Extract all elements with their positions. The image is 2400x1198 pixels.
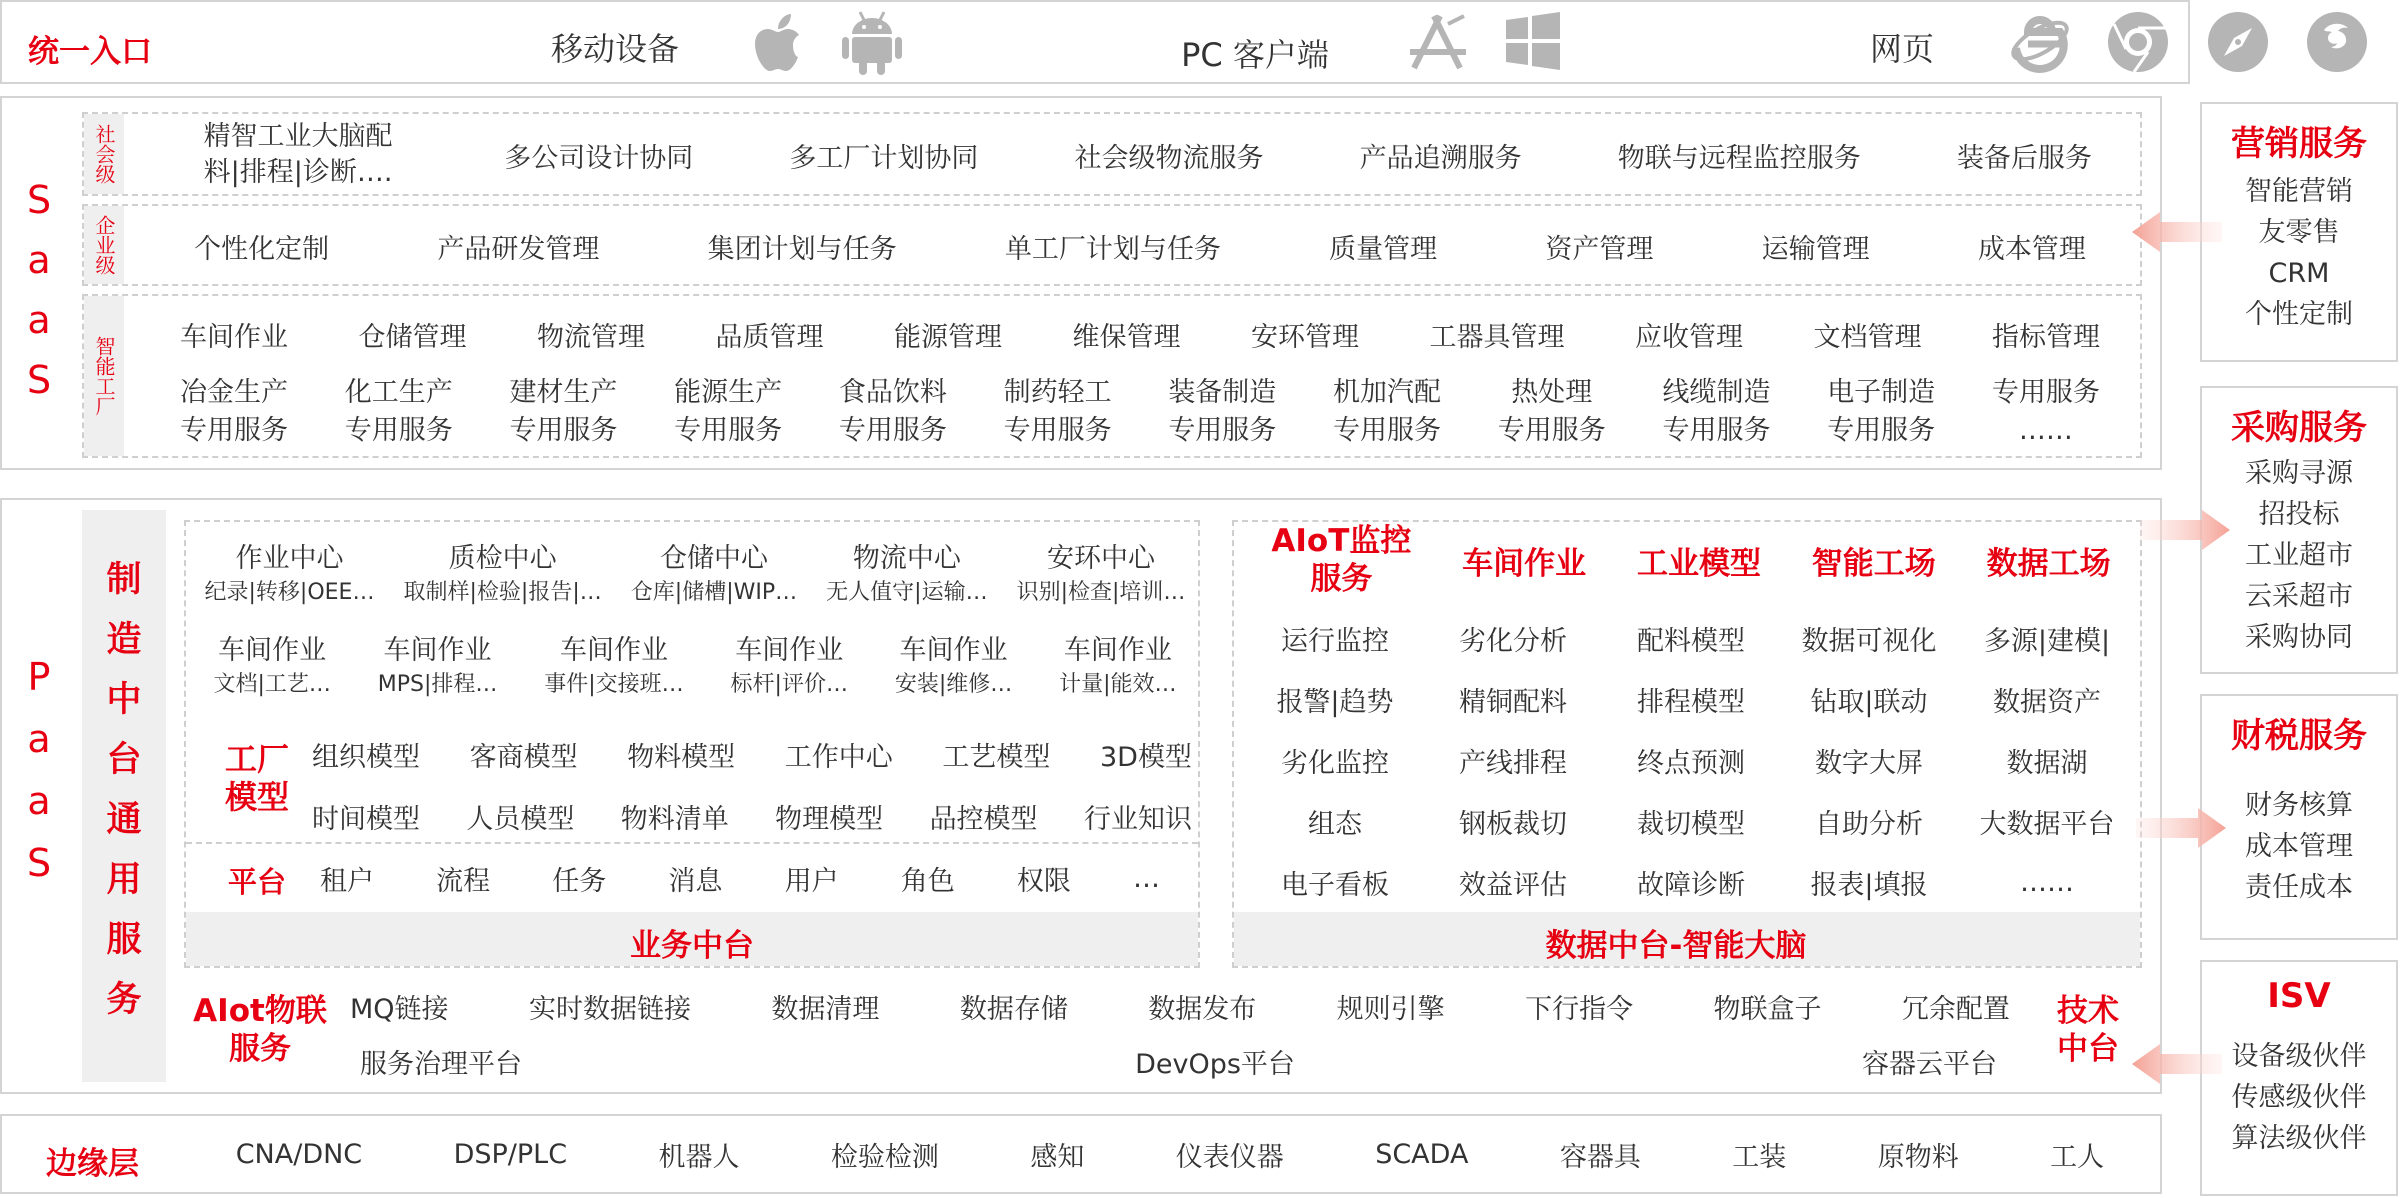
marketing-items xyxy=(2202,171,2396,335)
platform-item: 用户 xyxy=(784,865,839,897)
platform-item: 角色 xyxy=(900,865,955,897)
isv-item: 算法级伙伴 xyxy=(2231,1123,2367,1154)
workshop-title: 车间作业 xyxy=(1063,635,1172,666)
factory-module: 指标管理 xyxy=(1992,321,2100,353)
top-entry-bar xyxy=(0,0,2190,84)
data-grid-cell: 报表|填报 xyxy=(1810,870,1928,901)
industry-service xyxy=(1827,374,1935,450)
social-level-label: 社会级 xyxy=(92,124,116,184)
manufacturing-platform-label xyxy=(82,540,166,1040)
business-platform-title: 业务中台 xyxy=(630,928,754,964)
industry-sub: 专用服务 xyxy=(1333,415,1442,446)
data-header: 数据工场 xyxy=(1986,545,2111,582)
web-label: 网页 xyxy=(1869,30,1935,68)
center-item xyxy=(205,536,375,606)
data-grid-row xyxy=(1246,852,2136,913)
iot-items-row xyxy=(350,986,2010,1026)
workshop-sub: 事件|交接班… xyxy=(544,672,684,697)
industry-name: 热处理 xyxy=(1511,377,1593,408)
chrome-icon xyxy=(2106,10,2170,74)
model-item: 物理模型 xyxy=(775,803,884,835)
apple-icon xyxy=(752,12,812,74)
arrow-right-icon xyxy=(2136,806,2226,850)
workshop-sub: MPS|排程… xyxy=(377,672,498,697)
factory-model-label: 工厂模型 xyxy=(224,740,289,816)
center-item xyxy=(404,536,602,606)
iot-item: 实时数据链接 xyxy=(528,993,691,1025)
workshop-sub: 文档|工艺… xyxy=(213,672,331,697)
procurement-item: 工业超市 xyxy=(2245,540,2353,571)
factory-module: 应收管理 xyxy=(1635,321,1743,353)
factory-module: 能源管理 xyxy=(894,321,1002,353)
industry-service xyxy=(1168,374,1276,450)
data-grid-cell: 多源|建模| xyxy=(1983,626,2111,657)
app-store-icon xyxy=(1404,12,1470,74)
edge-item: CNA/DNC xyxy=(235,1138,363,1170)
data-grid-row xyxy=(1246,730,2136,791)
isv-items xyxy=(2202,1036,2396,1159)
industry-name: 电子制造 xyxy=(1827,377,1936,408)
finance-tax-panel xyxy=(2200,694,2398,940)
windows-icon xyxy=(1504,10,1562,72)
enterprise-item: 单工厂计划与任务 xyxy=(1004,233,1221,265)
center-title: 安环中心 xyxy=(1047,543,1156,574)
data-grid-cell: 终点预测 xyxy=(1637,748,1745,779)
workshop-item xyxy=(544,628,683,698)
mid-label-char: 服 xyxy=(106,920,142,960)
marketing-title: 营销服务 xyxy=(2231,124,2367,164)
factory-modules-row xyxy=(180,314,2140,354)
industry-service xyxy=(345,374,453,450)
ie-icon xyxy=(2008,8,2072,74)
saas-label-char: S xyxy=(26,178,52,222)
center-item xyxy=(826,536,987,606)
service-governance: 服务治理平台 xyxy=(360,1049,522,1080)
social-level-items xyxy=(140,116,2140,194)
industry-name: 能源生产 xyxy=(674,377,783,408)
mid-label-char: 通 xyxy=(106,800,142,840)
data-grid-cell: 大数据平台 xyxy=(1979,809,2115,840)
arrow-right-icon xyxy=(2140,508,2230,552)
finance-title: 财税服务 xyxy=(2231,716,2367,756)
finance-items xyxy=(2202,785,2396,908)
edge-item: 原物料 xyxy=(1877,1141,1959,1173)
data-header: 工业模型 xyxy=(1636,545,1761,582)
saas-label-char: a xyxy=(27,298,51,342)
safari-icon xyxy=(2206,10,2270,74)
procurement-item: 招投标 xyxy=(2258,499,2340,530)
iot-item: 物联盒子 xyxy=(1713,993,1822,1025)
data-grid-cell: 钢板裁切 xyxy=(1459,809,1567,840)
social-item: 产品追溯服务 xyxy=(1359,142,1522,174)
platform-item: 权限 xyxy=(1016,865,1071,897)
business-centers-row xyxy=(190,538,1200,604)
mid-label-char: 台 xyxy=(106,740,142,780)
model-item: 品控模型 xyxy=(929,803,1038,835)
data-grid-cell: …… xyxy=(2020,867,2074,898)
social-item: 社会级物流服务 xyxy=(1074,142,1264,174)
firefox-icon xyxy=(2304,8,2370,74)
industry-service xyxy=(180,374,288,450)
procurement-title: 采购服务 xyxy=(2231,408,2367,448)
workshop-title: 车间作业 xyxy=(383,635,492,666)
data-grid-cell: 故障诊断 xyxy=(1637,870,1745,901)
mid-label-char: 中 xyxy=(106,680,142,720)
isv-item: 传感级伙伴 xyxy=(2231,1082,2367,1113)
data-grid-cell: 配料模型 xyxy=(1637,626,1745,657)
model-item: 组织模型 xyxy=(312,741,420,773)
enterprise-item: 质量管理 xyxy=(1329,233,1438,265)
center-sub: 纪录|转移|OEE… xyxy=(204,580,375,605)
platform-item: 租户 xyxy=(320,865,374,897)
model-item: 客商模型 xyxy=(469,741,578,773)
platform-item: … xyxy=(1132,862,1160,894)
industry-name: 机加汽配 xyxy=(1333,377,1442,408)
industry-service xyxy=(1333,374,1441,450)
industry-service xyxy=(839,374,947,450)
workshop-sub: 计量|能效… xyxy=(1059,672,1177,697)
workshop-sub: 安装|维修… xyxy=(894,672,1013,697)
industry-name: 建材生产 xyxy=(509,377,618,408)
edge-item: 容器具 xyxy=(1559,1141,1641,1173)
finance-item: 成本管理 xyxy=(2245,831,2353,862)
edge-layer-label: 边缘层 xyxy=(46,1146,139,1182)
enterprise-level-label: 企业级 xyxy=(92,215,116,275)
data-grid-cell: 精铜配料 xyxy=(1459,687,1567,718)
center-sub: 仓库|储槽|WIP… xyxy=(630,580,798,605)
data-grid-cell: 数据资产 xyxy=(1993,687,2101,718)
model-item: 物料清单 xyxy=(620,803,729,835)
factory-module: 车间作业 xyxy=(180,321,288,353)
saas-label-char: a xyxy=(27,238,51,282)
entry-label: 统一入口 xyxy=(28,34,152,70)
industry-service xyxy=(1004,374,1112,450)
factory-module: 安环管理 xyxy=(1251,321,1359,353)
model-item: 物料模型 xyxy=(627,741,736,773)
industry-sub: 专用服务 xyxy=(674,415,783,446)
edge-item: 工人 xyxy=(2050,1141,2105,1173)
workshop-item xyxy=(1059,628,1176,698)
iot-item: MQ链接 xyxy=(350,993,449,1025)
model-item: 人员模型 xyxy=(466,803,575,835)
container-cloud: 容器云平台 xyxy=(1862,1049,1997,1080)
industry-service xyxy=(1662,374,1770,450)
data-grid-cell: 数据可视化 xyxy=(1801,626,1937,657)
marketing-item: 智能营销 xyxy=(2245,176,2353,207)
factory-module: 品质管理 xyxy=(715,321,824,353)
social-item: 多工厂计划协同 xyxy=(789,142,979,174)
workshop-title: 车间作业 xyxy=(735,635,844,666)
data-grid-cell: 运行监控 xyxy=(1281,626,1389,657)
center-title: 仓储中心 xyxy=(659,543,768,574)
factory-module: 文档管理 xyxy=(1813,321,1922,353)
models-row-2 xyxy=(312,796,1192,836)
mid-label-char: 造 xyxy=(106,620,142,660)
data-grid-cell: 组态 xyxy=(1308,809,1362,840)
workshop-sub: 标杆|评价… xyxy=(730,672,848,697)
iot-item: 下行指令 xyxy=(1525,993,1634,1025)
arrow-left-icon xyxy=(2132,1042,2222,1086)
smart-factory-label: 智能工厂 xyxy=(92,336,116,416)
data-grid-cell: 报警|趋势 xyxy=(1276,687,1394,718)
model-item: 工艺模型 xyxy=(942,741,1051,773)
industry-name: 化工生产 xyxy=(344,377,453,408)
industry-sub: 专用服务 xyxy=(1003,415,1112,446)
industry-name: 冶金生产 xyxy=(180,377,288,408)
finance-item: 责任成本 xyxy=(2245,872,2353,903)
finance-item: 财务核算 xyxy=(2245,790,2353,821)
marketing-item: CRM xyxy=(2268,258,2330,289)
iot-item: 数据存储 xyxy=(959,993,1068,1025)
data-grid-cell: 自助分析 xyxy=(1815,809,1923,840)
data-grid-cell: 产线排程 xyxy=(1459,748,1567,779)
model-item: 行业知识 xyxy=(1083,803,1192,835)
center-title: 质检中心 xyxy=(448,543,557,574)
data-grid-row xyxy=(1246,608,2136,669)
enterprise-item: 运输管理 xyxy=(1761,233,1870,265)
workshop-item xyxy=(213,628,330,698)
marketing-item: 友零售 xyxy=(2258,217,2340,248)
edge-item: 工装 xyxy=(1732,1141,1787,1173)
iot-item: 数据发布 xyxy=(1148,993,1257,1025)
industry-sub: 专用服务 xyxy=(1827,415,1936,446)
industry-sub: 专用服务 xyxy=(1168,415,1277,446)
industry-sub: 专用服务 xyxy=(1497,415,1606,446)
data-grid-cell: 劣化分析 xyxy=(1459,626,1567,657)
industry-name: 装备制造 xyxy=(1168,377,1277,408)
data-grid-cell: 电子看板 xyxy=(1281,870,1389,901)
data-grid-cell: 排程模型 xyxy=(1637,687,1745,718)
isv-title: ISV xyxy=(2267,976,2331,1016)
workshop-title: 车间作业 xyxy=(899,635,1008,666)
industry-sub: …… xyxy=(2018,415,2073,446)
paas-label-char: a xyxy=(27,717,51,761)
paas-label xyxy=(14,640,64,900)
procurement-items xyxy=(2202,453,2396,658)
mid-label-char: 务 xyxy=(106,980,142,1020)
center-title: 物流中心 xyxy=(852,543,961,574)
factory-module: 物流管理 xyxy=(537,321,645,353)
factory-module: 工器具管理 xyxy=(1429,321,1565,353)
data-grid-cell: 钻取|联动 xyxy=(1810,687,1928,718)
platform-item: 任务 xyxy=(552,865,607,897)
industry-service xyxy=(1992,374,2100,450)
devops-platform: DevOps平台 xyxy=(1135,1049,1295,1080)
workshop-row xyxy=(190,630,1200,696)
model-item: 工作中心 xyxy=(784,741,893,773)
workshop-title: 车间作业 xyxy=(218,635,327,666)
edge-item: DSP/PLC xyxy=(453,1138,568,1170)
data-grid-cell: 裁切模型 xyxy=(1637,809,1745,840)
industry-name: 食品饮料 xyxy=(838,377,947,408)
edge-items xyxy=(190,1134,2150,1174)
iot-item: 规则引擎 xyxy=(1336,993,1445,1025)
enterprise-item: 个性化定制 xyxy=(194,233,330,265)
center-item xyxy=(1017,536,1186,606)
edge-item: 感知 xyxy=(1030,1141,1085,1173)
saas-label-char: S xyxy=(26,358,52,402)
platform-item: 消息 xyxy=(668,865,723,897)
edge-item: 仪表仪器 xyxy=(1175,1141,1284,1173)
platform-items xyxy=(320,858,1160,898)
enterprise-item: 集团计划与任务 xyxy=(707,233,897,265)
industry-service xyxy=(1498,374,1606,450)
data-grid xyxy=(1246,608,2136,913)
industry-sub: 专用服务 xyxy=(180,415,288,446)
paas-label-char: P xyxy=(27,655,51,699)
social-item: 物联与远程监控服务 xyxy=(1617,142,1861,174)
iot-service-label: AIot物联服务 xyxy=(193,993,327,1067)
procurement-item: 采购协同 xyxy=(2245,622,2353,653)
center-sub: 识别|检查|培训… xyxy=(1016,580,1186,605)
enterprise-item: 成本管理 xyxy=(1977,233,2086,265)
iot-item: 冗余配置 xyxy=(1901,993,2010,1025)
data-grid-row xyxy=(1246,791,2136,852)
edge-item: 检验检测 xyxy=(830,1141,939,1173)
data-grid-cell: 数据湖 xyxy=(2006,748,2088,779)
data-header: AIoT监控服务 xyxy=(1271,523,1412,597)
center-title: 作业中心 xyxy=(235,543,344,574)
model-item: 3D模型 xyxy=(1099,741,1192,773)
data-grid-cell: 劣化监控 xyxy=(1281,748,1389,779)
industry-sub: 专用服务 xyxy=(344,415,453,446)
workshop-title: 车间作业 xyxy=(559,635,668,666)
isv-item: 设备级伙伴 xyxy=(2231,1041,2367,1072)
platform-item: 流程 xyxy=(436,865,491,897)
arrow-left-icon xyxy=(2132,210,2222,254)
platform-divider xyxy=(186,842,1198,844)
industry-name: 专用服务 xyxy=(1991,377,2100,408)
data-header: 智能工场 xyxy=(1811,545,1936,582)
procurement-item: 采购寻源 xyxy=(2245,458,2353,489)
pc-client-label: PC 客户端 xyxy=(1181,36,1329,74)
tech-platform-label: 技术中台 xyxy=(2057,993,2119,1067)
platform-label: 平台 xyxy=(228,865,287,899)
data-grid-row xyxy=(1246,669,2136,730)
iot-item: 数据清理 xyxy=(771,993,880,1025)
procurement-item: 云采超市 xyxy=(2245,581,2353,612)
saas-label xyxy=(14,170,64,410)
marketing-item: 个性定制 xyxy=(2245,299,2353,330)
center-sub: 无人值守|运输… xyxy=(826,580,988,605)
industry-service xyxy=(509,374,617,450)
industry-services-row xyxy=(180,372,2140,452)
enterprise-item: 资产管理 xyxy=(1545,233,1654,265)
factory-module: 仓储管理 xyxy=(358,321,467,353)
isv-panel xyxy=(2200,960,2398,1196)
paas-label-char: a xyxy=(27,779,51,823)
workshop-item xyxy=(895,628,1012,698)
enterprise-item: 产品研发管理 xyxy=(437,233,600,265)
industry-name: 线缆制造 xyxy=(1662,377,1771,408)
workshop-item xyxy=(378,628,498,698)
social-item: 精智工业大脑配料|排程|诊断…. xyxy=(203,121,393,188)
android-icon xyxy=(840,10,904,76)
data-grid-cell: 效益评估 xyxy=(1459,870,1567,901)
model-item: 时间模型 xyxy=(312,803,420,835)
enterprise-level-items xyxy=(140,208,2140,284)
edge-item: 机器人 xyxy=(658,1141,740,1173)
center-sub: 取制样|检验|报告|… xyxy=(403,580,602,605)
mid-label-char: 制 xyxy=(106,560,142,600)
mid-label-char: 用 xyxy=(106,860,142,900)
industry-sub: 专用服务 xyxy=(509,415,618,446)
workshop-item xyxy=(731,628,848,698)
models-row-1 xyxy=(312,734,1192,774)
mobile-label: 移动设备 xyxy=(550,30,680,68)
industry-sub: 专用服务 xyxy=(838,415,947,446)
social-item: 多公司设计协同 xyxy=(504,142,694,174)
factory-module: 维保管理 xyxy=(1072,321,1181,353)
industry-service xyxy=(674,374,782,450)
data-header: 车间作业 xyxy=(1462,545,1587,582)
social-item: 装备后服务 xyxy=(1956,142,2092,174)
industry-name: 制药轻工 xyxy=(1003,377,1112,408)
data-platform-title: 数据中台-智能大脑 xyxy=(1545,928,1807,964)
data-grid-cell: 数字大屏 xyxy=(1815,748,1923,779)
edge-item: SCADA xyxy=(1375,1138,1469,1170)
marketing-service-panel xyxy=(2200,102,2398,362)
data-headers-row xyxy=(1246,522,2136,598)
paas-label-char: S xyxy=(26,841,52,885)
industry-sub: 专用服务 xyxy=(1662,415,1771,446)
center-item xyxy=(631,536,797,606)
